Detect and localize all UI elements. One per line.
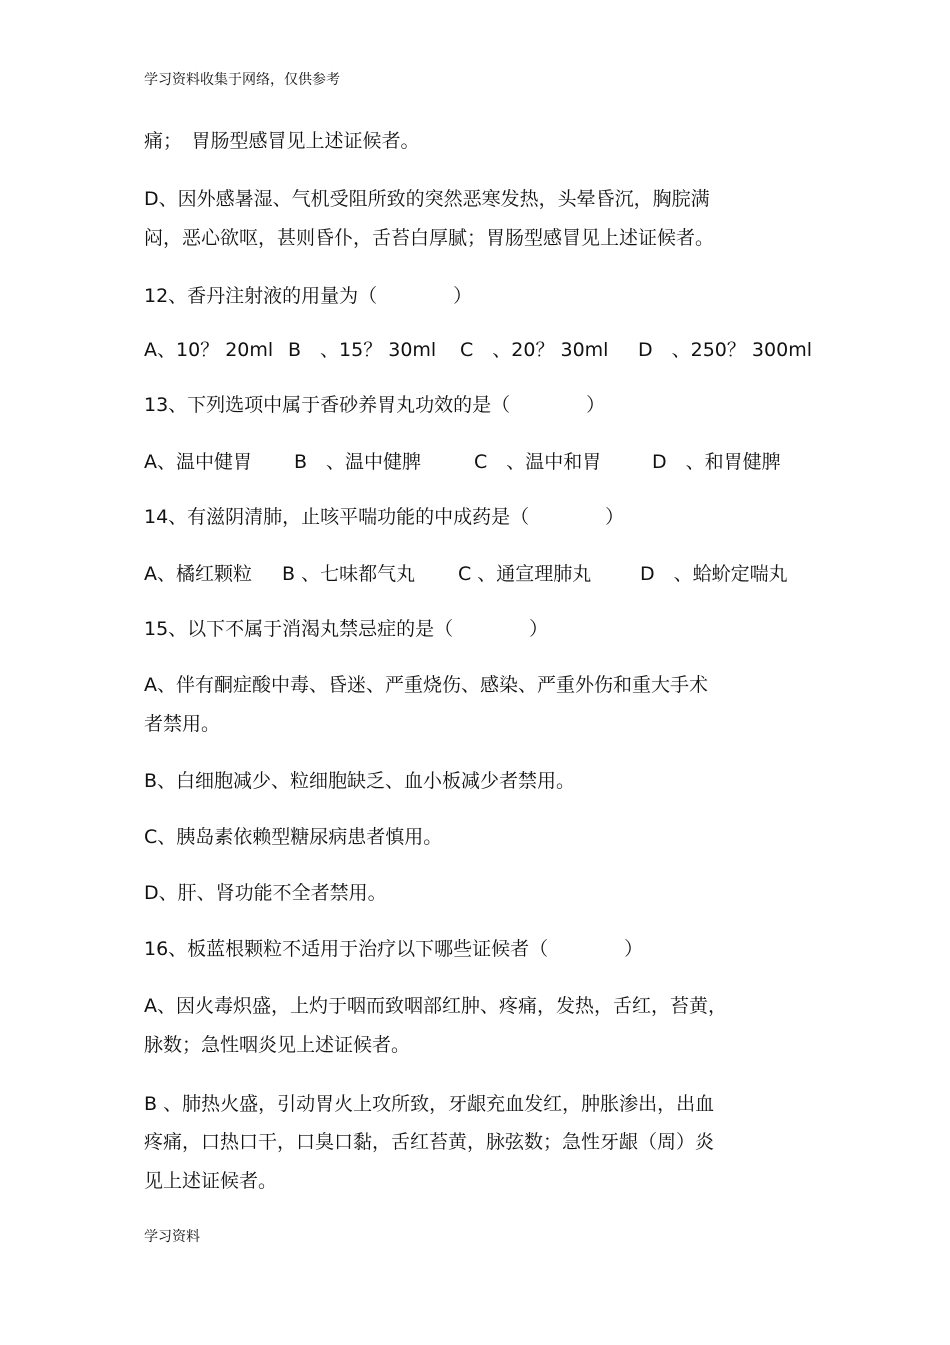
q12-option-c: C 、20？ 30ml [460, 339, 609, 361]
q12-option-b: B 、15？ 30ml [288, 339, 437, 361]
q13-option-c: C 、温中和胃 [474, 451, 602, 473]
q16-option-b-line-1: B 、肺热火盛，引动胃火上攻所致，牙龈充血发红，肿胀渗出，出血 [144, 1093, 715, 1115]
q16-option-b-line-3: 见上述证候者。 [144, 1170, 278, 1192]
question-14: 14、有滋阴清肺，止咳平喘功能的中成药是（ ） [144, 506, 625, 528]
q16-option-a-line-1: A、因火毒炽盛，上灼于咽而致咽部红肿、疼痛，发热，舌红，苔黄， [144, 995, 727, 1017]
q16-option-a-line-2: 脉数；急性咽炎见上述证候者。 [144, 1034, 411, 1056]
q14-option-b: B 、七味都气丸 [282, 563, 416, 585]
q15-option-d: D、肝、肾功能不全者禁用。 [144, 882, 387, 904]
option-d-line-2: 闷，恶心欲呕，甚则昏仆，舌苔白厚腻；胃肠型感冒见上述证候者。 [144, 227, 715, 249]
q15-option-b: B、白细胞减少、粒细胞缺乏、血小板减少者禁用。 [144, 770, 576, 792]
question-15: 15、以下不属于消渴丸禁忌症的是（ ） [144, 618, 549, 640]
question-16: 16、板蓝根颗粒不适用于治疗以下哪些证候者（ ） [144, 938, 644, 960]
q13-option-d: D 、和胃健脾 [652, 451, 781, 473]
question-12: 12、香丹注射液的用量为（ ） [144, 285, 473, 307]
q12-option-a: A、10？ 20ml [144, 339, 274, 361]
q15-option-c: C、胰岛素依赖型糖尿病患者慎用。 [144, 826, 443, 848]
q14-option-d: D 、蛤蚧定喘丸 [640, 563, 788, 585]
page-footer: 学习资料 [144, 1229, 200, 1245]
question-13: 13、下列选项中属于香砂养胃丸功效的是（ ） [144, 394, 606, 416]
q13-option-b: B 、温中健脾 [294, 451, 422, 473]
paragraph-continuation: 痛； 胃肠型感冒见上述证候者。 [144, 130, 420, 152]
q14-option-a: A、橘红颗粒 [144, 563, 252, 585]
option-d-line-1: D、因外感暑湿、气机受阻所致的突然恶寒发热，头晕昏沉，胸脘满 [144, 188, 710, 210]
q16-option-b-line-2: 疼痛，口热口干，口臭口黏，舌红苔黄，脉弦数；急性牙龈（周）炎 [144, 1131, 715, 1153]
q12-option-d: D 、250？ 300ml [638, 339, 812, 361]
page-header: 学习资料收集于网络，仅供参考 [144, 72, 340, 88]
q14-option-c: C 、通宣理肺丸 [458, 563, 592, 585]
q15-option-a-line-2: 者禁用。 [144, 713, 221, 735]
q13-option-a: A、温中健胃 [144, 451, 252, 473]
q15-option-a-line-1: A、伴有酮症酸中毒、昏迷、严重烧伤、感染、严重外伤和重大手术 [144, 674, 708, 696]
